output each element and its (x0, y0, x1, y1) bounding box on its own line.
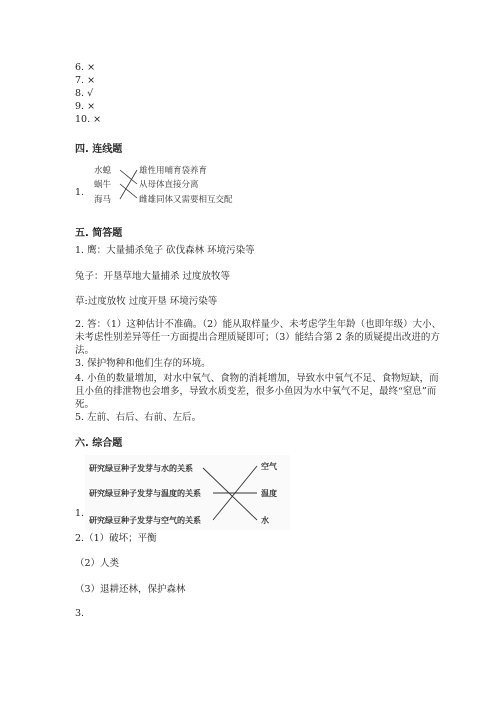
match1-line-3 (120, 170, 137, 199)
answer-9: 9. × (75, 101, 96, 112)
sec5-answer-4: 4. 小鱼的数量增加，对水中氧气、食物的消耗增加，导致水中氧气不足、食物短缺，而且小鱼的排泄物也会增多，导致水质变差，很多小鱼因为水中氧气不足，最终“窒息”而死。 (75, 373, 439, 410)
sec6-answer-2-1: 2.（1）破坏；平衡 (75, 533, 157, 544)
match2-right-1: 空气 (261, 462, 277, 471)
section5-title: 五. 简答题 (75, 228, 123, 239)
match2-right-3: 水 (261, 516, 269, 525)
match2-left-3: 研究绿豆种子发芽与空气的关系 (89, 516, 201, 525)
section6-title: 六. 综合题 (75, 438, 123, 449)
section6-q1-number: 1. (75, 508, 85, 519)
match2-left-1: 研究绿豆种子发芽与水的关系 (89, 464, 193, 473)
sec5-answer-3: 3. 保护物种和他们生存的环境。 (75, 358, 211, 369)
match1-left-3: 海马 (94, 195, 112, 205)
sec5-answer-5: 5. 左前、右后、右前、左后。 (75, 412, 202, 423)
match1-line-2 (120, 184, 137, 198)
sec5-answer-2: 2. 答：（1）这种估计不准确。（2）能从取样量少、未考虑学生年龄（也即年级）大小、未考虑性别差异等任一方面提出合理质疑即可；（3）能结合第 2 条的质疑提出改进的方法。 (75, 319, 442, 356)
match1-left-1: 水螅 (94, 166, 112, 176)
sec6-answer-3: 3. (75, 608, 85, 619)
section4-title: 四. 连线题 (75, 144, 123, 155)
match1-line-1 (120, 170, 137, 184)
sec5-line-2: 兔子：开垦草地大量捕杀 过度放牧等 (75, 271, 231, 282)
sec5-line-3: 草:过度放牧 过度开垦 环境污染等 (75, 296, 218, 307)
answer-6: 6. × (75, 62, 96, 73)
match1-right-1: 雄性用哺育袋养育 (139, 166, 208, 176)
match2-left-2: 研究绿豆种子发芽与温度的关系 (89, 489, 201, 498)
sec6-answer-2-3: （3）退耕还林，保护森林 (75, 584, 186, 595)
section4-q1-number: 1. (75, 187, 85, 198)
match1-left-2: 蜗牛 (94, 180, 112, 190)
match1-right-2: 从母体直接分离 (139, 180, 199, 190)
answer-10: 10. × (75, 114, 102, 125)
matching-diagram-2 (85, 455, 290, 530)
match1-right-3: 雌雄同体又需要相互交配 (139, 195, 233, 205)
sec6-answer-2-2: （2）人类 (75, 558, 120, 569)
answer-8: 8. √ (75, 88, 94, 99)
matching-diagram-1 (92, 160, 272, 210)
answer-7: 7. × (75, 75, 96, 86)
match2-right-2: 温度 (261, 489, 277, 498)
sec5-line-1: 1. 鹰：大量捕杀兔子 砍伐森林 环境污染等 (75, 245, 255, 256)
